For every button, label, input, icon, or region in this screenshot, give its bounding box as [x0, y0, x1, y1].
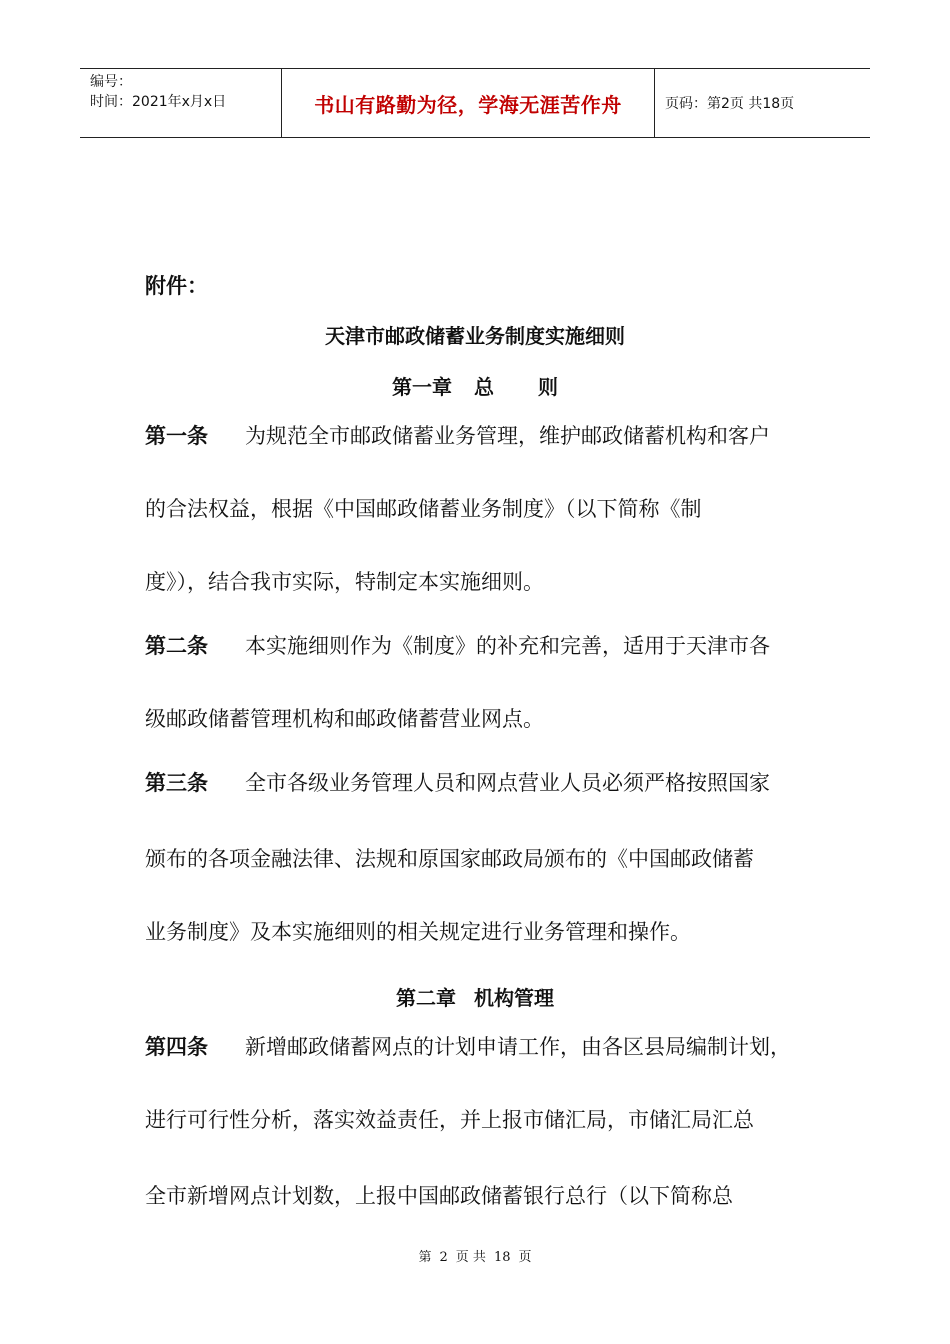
chapter-2-heading: [0, 982, 950, 1011]
article-4-label: 第四条: [145, 1035, 208, 1059]
header-meta: [80, 69, 282, 137]
footer-page-prefix: 第: [418, 1250, 432, 1265]
page-header: [80, 68, 870, 138]
chapter-1-number: 第一章: [392, 375, 452, 399]
article-4-text-1: 新增邮政储蓄网点的计划申请工作，由各区县局编制计划，: [245, 1035, 791, 1059]
article-3-line-2: 颁布的各项金融法律、法规和原国家邮政局颁布的《中国邮政储蓄: [145, 847, 754, 871]
chapter-1-name-part1: 总: [474, 375, 494, 399]
article-2-line-1: [145, 630, 770, 660]
header-number-label: 编号：: [90, 74, 132, 90]
article-1-line-2: 的合法权益，根据《中国邮政储蓄业务制度》（以下简称《制: [145, 497, 702, 521]
article-2-text-1: 本实施细则作为《制度》的补充和完善，适用于天津市各: [245, 634, 770, 658]
chapter-2-name: 机构管理: [474, 986, 554, 1010]
attachment-label: 附件：: [145, 274, 208, 298]
footer-page-current: 2: [439, 1250, 448, 1265]
article-3-line-3: 业务制度》及本实施细则的相关规定进行业务管理和操作。: [145, 920, 691, 944]
article-1-line-3: 度》），结合我市实际，特制定本实施细则。: [145, 570, 544, 594]
article-1-text-1: 为规范全市邮政储蓄业务管理，维护邮政储蓄机构和客户: [245, 424, 770, 448]
document-title: 天津市邮政储蓄业务制度实施细则: [325, 324, 625, 348]
header-time-label: 时间：2021年x月x日: [90, 94, 227, 110]
article-4-line-1: [145, 1031, 791, 1061]
header-page-info: 页码：第2页 共18页: [665, 96, 795, 112]
footer-page-suffix: 页: [518, 1250, 532, 1265]
article-4-line-3: 全市新增网点计划数，上报中国邮政储蓄银行总行（以下简称总: [145, 1184, 733, 1208]
article-2-label: 第二条: [145, 634, 208, 658]
article-1-line-1: [145, 420, 770, 450]
article-3-text-1: 全市各级业务管理人员和网点营业人员必须严格按照国家: [245, 771, 770, 795]
chapter-2-number: 第二章: [396, 986, 456, 1010]
article-1-label: 第一条: [145, 424, 208, 448]
page-footer: [0, 1246, 950, 1265]
chapter-1-heading: [0, 371, 950, 400]
article-3-label: 第三条: [145, 771, 208, 795]
footer-page-total: 18: [493, 1250, 511, 1265]
footer-page-mid: 页 共: [455, 1250, 486, 1265]
article-3-line-1: [145, 767, 770, 797]
article-2-line-2: 级邮政储蓄管理机构和邮政储蓄营业网点。: [145, 707, 544, 731]
article-4-line-2: 进行可行性分析，落实效益责任，并上报市储汇局，市储汇局汇总: [145, 1108, 754, 1132]
header-motto: 书山有路勤为径，学海无涯苦作舟: [282, 69, 655, 137]
chapter-1-name-part2: 则: [538, 375, 558, 399]
